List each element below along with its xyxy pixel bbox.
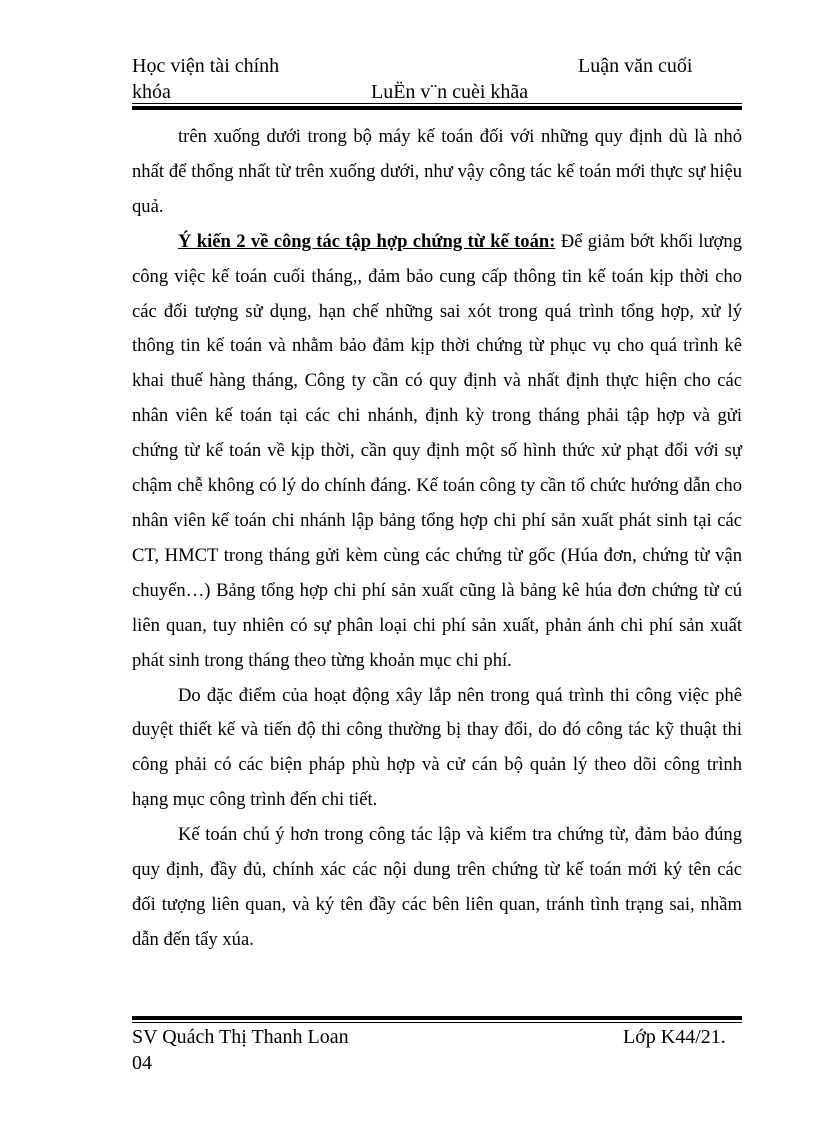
footer-rule-thin bbox=[132, 1022, 742, 1023]
footer-class-cont: 04 bbox=[132, 1052, 152, 1074]
header-thesis-title-legacy: LuËn v¨n cuèi khãa bbox=[371, 81, 529, 103]
paragraph-4: Kế toán chú ý hơn trong công tác lập và kiểm tra chứng từ, đảm bảo đúng quy định, đầy đủ, chính xác các nội dung trên chứng từ kế toán mới ký tên các đối tượng liên quan, và ký tên đầy các bên liên quan, tránh tình trạng sai, nhầm dẫn đến tẩy xúa. bbox=[132, 824, 742, 950]
paragraph-2-text: Để giảm bớt khối lượng công việc kế toán cuối tháng,, đảm bảo cung cấp thông tin kế toán kịp thời cho các đối tượng sử dụng, hạn chế những sai xót trong quá trình tổng hợp, xử lý thông tin kế toán và nhằm bảo đảm kịp thời chứng từ phục vụ cho quá trình kê khai thuế hàng tháng, Công ty cần có quy định và nhất định thực hiện cho các nhân viên kế toán tại các chi nhánh, định kỳ trong tháng phải tập hợp và gửi chứng từ kế toán về kịp thời, cần quy định một số hình thức xử phạt đối với sự chậm chễ không có lý do chính đáng. Kế toán công ty cần tổ chức hướng dẫn cho nhân viên kế toán chi nhánh lập bảng tổng hợp chi phí sản xuất phát sinh tại các CT, HMCT trong tháng gửi kèm cùng các chứng từ gốc (Húa đơn, chứng từ vận chuyển…) Bảng tổng hợp chi phí sản xuất cũng là bảng kê húa đơn chứng từ cú liên quan, tuy nhiên có sự phân loại chi phí sản xuất, phản ánh chi phí sản xuất phát sinh trong tháng theo từng khoản mục chi phí. bbox=[132, 230, 742, 671]
header-institution: Học viện tài chính bbox=[132, 55, 280, 77]
footer-rule-thick bbox=[132, 1016, 742, 1020]
paragraph-3: Do đặc điểm của hoạt động xây lắp nên trong quá trình thi công việc phê duyệt thiết kế và tiến độ thi công thường bị thay đổi, do đó công tác kỹ thuật thi công phải có các biện pháp phù hợp và cử cán bộ quản lý theo dõi công trình hạng mục công trình đến chi tiết. bbox=[132, 684, 742, 811]
footer-student-name: SV Quách Thị Thanh Loan bbox=[132, 1026, 349, 1048]
header-rule-thick bbox=[132, 106, 742, 110]
opinion-2-heading: Ý kiến 2 về công tác tập hợp chứng từ kế toán: bbox=[178, 230, 556, 252]
header-thesis-title: Luận văn cuối bbox=[578, 55, 693, 77]
header-institution-cont: khóa bbox=[132, 81, 171, 103]
paragraph-1: trên xuống dưới trong bộ máy kế toán đối với những quy định dù là nhỏ nhất để thống nhất từ trên xuống dưới, như vậy công tác kế toán mới thực sự hiệu quả. bbox=[132, 126, 742, 217]
header-rule-thin bbox=[132, 103, 742, 104]
page-body bbox=[132, 120, 742, 958]
paragraph-2 bbox=[132, 225, 742, 679]
footer-class: Lớp K44/21. bbox=[623, 1026, 726, 1048]
